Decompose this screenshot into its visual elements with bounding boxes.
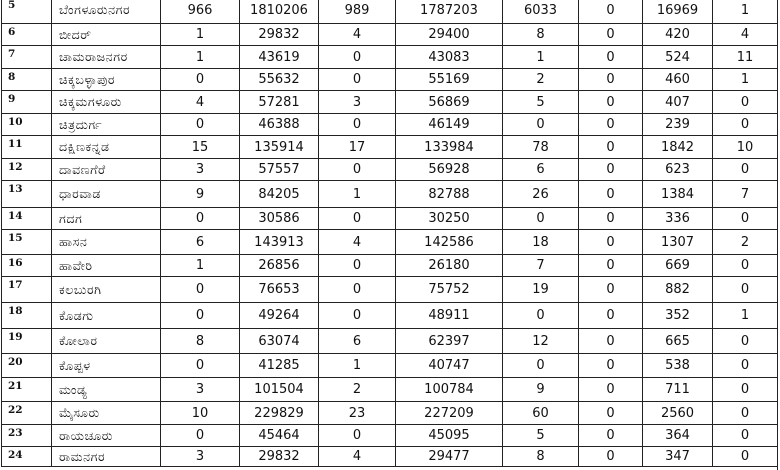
district-name-cell: ದಾವಣಗೆರೆ [52, 159, 161, 181]
serial-number-cell: 6 [2, 24, 52, 46]
table-row [2, 303, 778, 329]
value-cell: 3 [319, 91, 396, 114]
district-name-cell: ಕೊಪ್ಪಳ [52, 354, 161, 378]
value-cell: 1 [713, 69, 778, 91]
district-name-cell: ಕಲಬುರಗಿ [52, 277, 161, 303]
district-name-cell: ಬೆಂಗಳೂರುನಗರ [52, 0, 161, 24]
table-row [2, 0, 778, 24]
value-cell: 3 [161, 159, 240, 181]
value-cell: 43083 [396, 46, 503, 69]
value-cell: 0 [713, 255, 778, 277]
value-cell: 364 [643, 425, 713, 447]
serial-number-cell: 19 [2, 329, 52, 354]
value-cell: 4 [319, 447, 396, 467]
table-row [2, 181, 778, 208]
value-cell: 84205 [240, 181, 319, 208]
value-cell: 29832 [240, 447, 319, 467]
value-cell: 4 [161, 91, 240, 114]
serial-number-cell: 15 [2, 230, 52, 255]
value-cell: 0 [713, 402, 778, 425]
value-cell: 0 [319, 46, 396, 69]
value-cell: 10 [713, 136, 778, 159]
value-cell: 1842 [643, 136, 713, 159]
value-cell: 0 [713, 91, 778, 114]
serial-number-cell: 10 [2, 114, 52, 136]
value-cell: 0 [713, 447, 778, 467]
value-cell: 26180 [396, 255, 503, 277]
table-body [2, 0, 778, 467]
value-cell: 882 [643, 277, 713, 303]
value-cell: 5 [503, 425, 579, 447]
serial-number-cell: 12 [2, 159, 52, 181]
table-row [2, 159, 778, 181]
district-name-cell: ರಾಯಚೂರು [52, 425, 161, 447]
district-name-cell: ಚಿಕ್ಕಬಳ್ಳಾಪುರ [52, 69, 161, 91]
value-cell: 0 [713, 378, 778, 402]
value-cell: 1384 [643, 181, 713, 208]
value-cell: 0 [713, 277, 778, 303]
value-cell: 78 [503, 136, 579, 159]
value-cell: 8 [161, 329, 240, 354]
value-cell: 26 [503, 181, 579, 208]
value-cell: 26856 [240, 255, 319, 277]
value-cell: 23 [319, 402, 396, 425]
district-name-cell: ಚಿಕ್ಕಮಗಳೂರು [52, 91, 161, 114]
value-cell: 0 [579, 277, 643, 303]
value-cell: 6 [503, 159, 579, 181]
serial-number-cell: 22 [2, 402, 52, 425]
value-cell: 460 [643, 69, 713, 91]
value-cell: 0 [713, 354, 778, 378]
value-cell: 55632 [240, 69, 319, 91]
value-cell: 4 [713, 24, 778, 46]
table-row [2, 354, 778, 378]
value-cell: 1 [161, 255, 240, 277]
value-cell: 1 [319, 354, 396, 378]
value-cell: 0 [161, 425, 240, 447]
serial-number-cell: 20 [2, 354, 52, 378]
value-cell: 41285 [240, 354, 319, 378]
value-cell: 2 [713, 230, 778, 255]
serial-number-cell: 21 [2, 378, 52, 402]
value-cell: 9 [161, 181, 240, 208]
value-cell: 46388 [240, 114, 319, 136]
value-cell: 1 [161, 46, 240, 69]
value-cell: 1 [319, 181, 396, 208]
value-cell: 6033 [503, 0, 579, 24]
value-cell: 623 [643, 159, 713, 181]
serial-number-cell: 18 [2, 303, 52, 329]
table-row [2, 329, 778, 354]
value-cell: 989 [319, 0, 396, 24]
value-cell: 665 [643, 329, 713, 354]
value-cell: 0 [319, 159, 396, 181]
value-cell: 5 [503, 91, 579, 114]
value-cell: 135914 [240, 136, 319, 159]
table-row [2, 230, 778, 255]
table-row [2, 91, 778, 114]
table-row [2, 447, 778, 467]
value-cell: 1 [161, 24, 240, 46]
value-cell: 0 [579, 0, 643, 24]
value-cell: 16969 [643, 0, 713, 24]
value-cell: 10 [161, 402, 240, 425]
value-cell: 29400 [396, 24, 503, 46]
value-cell: 100784 [396, 378, 503, 402]
value-cell: 62397 [396, 329, 503, 354]
value-cell: 0 [319, 69, 396, 91]
value-cell: 43619 [240, 46, 319, 69]
value-cell: 0 [713, 425, 778, 447]
table-row [2, 277, 778, 303]
value-cell: 2 [319, 378, 396, 402]
value-cell: 4 [319, 230, 396, 255]
value-cell: 75752 [396, 277, 503, 303]
value-cell: 0 [503, 354, 579, 378]
district-name-cell: ಕೋಲಾರ [52, 329, 161, 354]
value-cell: 6 [161, 230, 240, 255]
value-cell: 0 [319, 114, 396, 136]
value-cell: 8 [503, 24, 579, 46]
value-cell: 2 [503, 69, 579, 91]
value-cell: 17 [319, 136, 396, 159]
value-cell: 0 [713, 114, 778, 136]
value-cell: 0 [161, 114, 240, 136]
value-cell: 0 [579, 208, 643, 230]
value-cell: 0 [503, 303, 579, 329]
value-cell: 60 [503, 402, 579, 425]
serial-number-cell: 13 [2, 181, 52, 208]
district-name-cell: ಗದಗ [52, 208, 161, 230]
value-cell: 57281 [240, 91, 319, 114]
value-cell: 48911 [396, 303, 503, 329]
value-cell: 0 [319, 277, 396, 303]
value-cell: 0 [579, 230, 643, 255]
value-cell: 0 [161, 69, 240, 91]
value-cell: 7 [503, 255, 579, 277]
value-cell: 0 [503, 114, 579, 136]
value-cell: 18 [503, 230, 579, 255]
value-cell: 538 [643, 354, 713, 378]
value-cell: 0 [713, 159, 778, 181]
district-name-cell: ಧಾರವಾಡ [52, 181, 161, 208]
value-cell: 6 [319, 329, 396, 354]
value-cell: 76653 [240, 277, 319, 303]
value-cell: 0 [713, 329, 778, 354]
value-cell: 57557 [240, 159, 319, 181]
value-cell: 11 [713, 46, 778, 69]
value-cell: 0 [503, 208, 579, 230]
table-row [2, 114, 778, 136]
value-cell: 30586 [240, 208, 319, 230]
table-row [2, 136, 778, 159]
district-name-cell: ಮಂಡ್ಯ [52, 378, 161, 402]
table-row [2, 24, 778, 46]
serial-number-cell: 11 [2, 136, 52, 159]
value-cell: 55169 [396, 69, 503, 91]
value-cell: 0 [319, 303, 396, 329]
value-cell: 19 [503, 277, 579, 303]
serial-number-cell: 14 [2, 208, 52, 230]
value-cell: 29477 [396, 447, 503, 467]
table-row [2, 255, 778, 277]
value-cell: 8 [503, 447, 579, 467]
value-cell: 15 [161, 136, 240, 159]
value-cell: 1 [713, 303, 778, 329]
value-cell: 82788 [396, 181, 503, 208]
serial-number-cell: 24 [2, 447, 52, 467]
table-row [2, 378, 778, 402]
value-cell: 56928 [396, 159, 503, 181]
serial-number-cell: 7 [2, 46, 52, 69]
value-cell: 1307 [643, 230, 713, 255]
table-right-border [777, 0, 778, 470]
serial-number-cell: 17 [2, 277, 52, 303]
value-cell: 1 [503, 46, 579, 69]
district-data-table [1, 0, 778, 467]
value-cell: 352 [643, 303, 713, 329]
value-cell: 0 [161, 303, 240, 329]
district-name-cell: ಕೊಡಗು [52, 303, 161, 329]
district-name-cell: ರಾಮನಗರ [52, 447, 161, 467]
value-cell: 4 [319, 24, 396, 46]
table-row [2, 69, 778, 91]
value-cell: 336 [643, 208, 713, 230]
serial-number-cell: 23 [2, 425, 52, 447]
value-cell: 0 [579, 114, 643, 136]
value-cell: 0 [579, 136, 643, 159]
value-cell: 143913 [240, 230, 319, 255]
value-cell: 0 [579, 181, 643, 208]
value-cell: 0 [579, 447, 643, 467]
value-cell: 0 [579, 159, 643, 181]
value-cell: 0 [579, 425, 643, 447]
value-cell: 0 [579, 402, 643, 425]
value-cell: 2560 [643, 402, 713, 425]
district-name-cell: ಹಾಸನ [52, 230, 161, 255]
value-cell: 133984 [396, 136, 503, 159]
table-row [2, 425, 778, 447]
value-cell: 0 [713, 208, 778, 230]
value-cell: 40747 [396, 354, 503, 378]
value-cell: 101504 [240, 378, 319, 402]
value-cell: 524 [643, 46, 713, 69]
value-cell: 711 [643, 378, 713, 402]
value-cell: 0 [319, 425, 396, 447]
value-cell: 0 [579, 91, 643, 114]
value-cell: 3 [161, 447, 240, 467]
value-cell: 45464 [240, 425, 319, 447]
district-name-cell: ಮೈಸೂರು [52, 402, 161, 425]
value-cell: 407 [643, 91, 713, 114]
value-cell: 0 [319, 255, 396, 277]
value-cell: 0 [579, 46, 643, 69]
value-cell: 0 [579, 329, 643, 354]
district-name-cell: ದಕ್ಷಿಣಕನ್ನಡ [52, 136, 161, 159]
value-cell: 49264 [240, 303, 319, 329]
value-cell: 0 [319, 208, 396, 230]
value-cell: 12 [503, 329, 579, 354]
table-row [2, 46, 778, 69]
value-cell: 0 [161, 277, 240, 303]
value-cell: 420 [643, 24, 713, 46]
value-cell: 669 [643, 255, 713, 277]
value-cell: 347 [643, 447, 713, 467]
value-cell: 45095 [396, 425, 503, 447]
value-cell: 9 [503, 378, 579, 402]
table-row [2, 402, 778, 425]
district-name-cell: ಹಾವೇರಿ [52, 255, 161, 277]
serial-number-cell: 5 [2, 0, 52, 24]
value-cell: 3 [161, 378, 240, 402]
value-cell: 966 [161, 0, 240, 24]
value-cell: 56869 [396, 91, 503, 114]
value-cell: 63074 [240, 329, 319, 354]
serial-number-cell: 16 [2, 255, 52, 277]
value-cell: 1810206 [240, 0, 319, 24]
value-cell: 239 [643, 114, 713, 136]
value-cell: 0 [161, 208, 240, 230]
serial-number-cell: 9 [2, 91, 52, 114]
value-cell: 229829 [240, 402, 319, 425]
value-cell: 46149 [396, 114, 503, 136]
value-cell: 0 [579, 378, 643, 402]
value-cell: 0 [579, 354, 643, 378]
value-cell: 0 [579, 69, 643, 91]
value-cell: 1 [713, 0, 778, 24]
value-cell: 7 [713, 181, 778, 208]
value-cell: 227209 [396, 402, 503, 425]
value-cell: 0 [579, 24, 643, 46]
value-cell: 1787203 [396, 0, 503, 24]
value-cell: 0 [579, 255, 643, 277]
district-name-cell: ಬೀದರ್ [52, 24, 161, 46]
value-cell: 30250 [396, 208, 503, 230]
serial-number-cell: 8 [2, 69, 52, 91]
district-name-cell: ಚಾಮರಾಜನಗರ [52, 46, 161, 69]
value-cell: 142586 [396, 230, 503, 255]
table-row [2, 208, 778, 230]
value-cell: 0 [579, 303, 643, 329]
value-cell: 0 [161, 354, 240, 378]
district-name-cell: ಚಿತ್ರದುರ್ಗ [52, 114, 161, 136]
value-cell: 29832 [240, 24, 319, 46]
